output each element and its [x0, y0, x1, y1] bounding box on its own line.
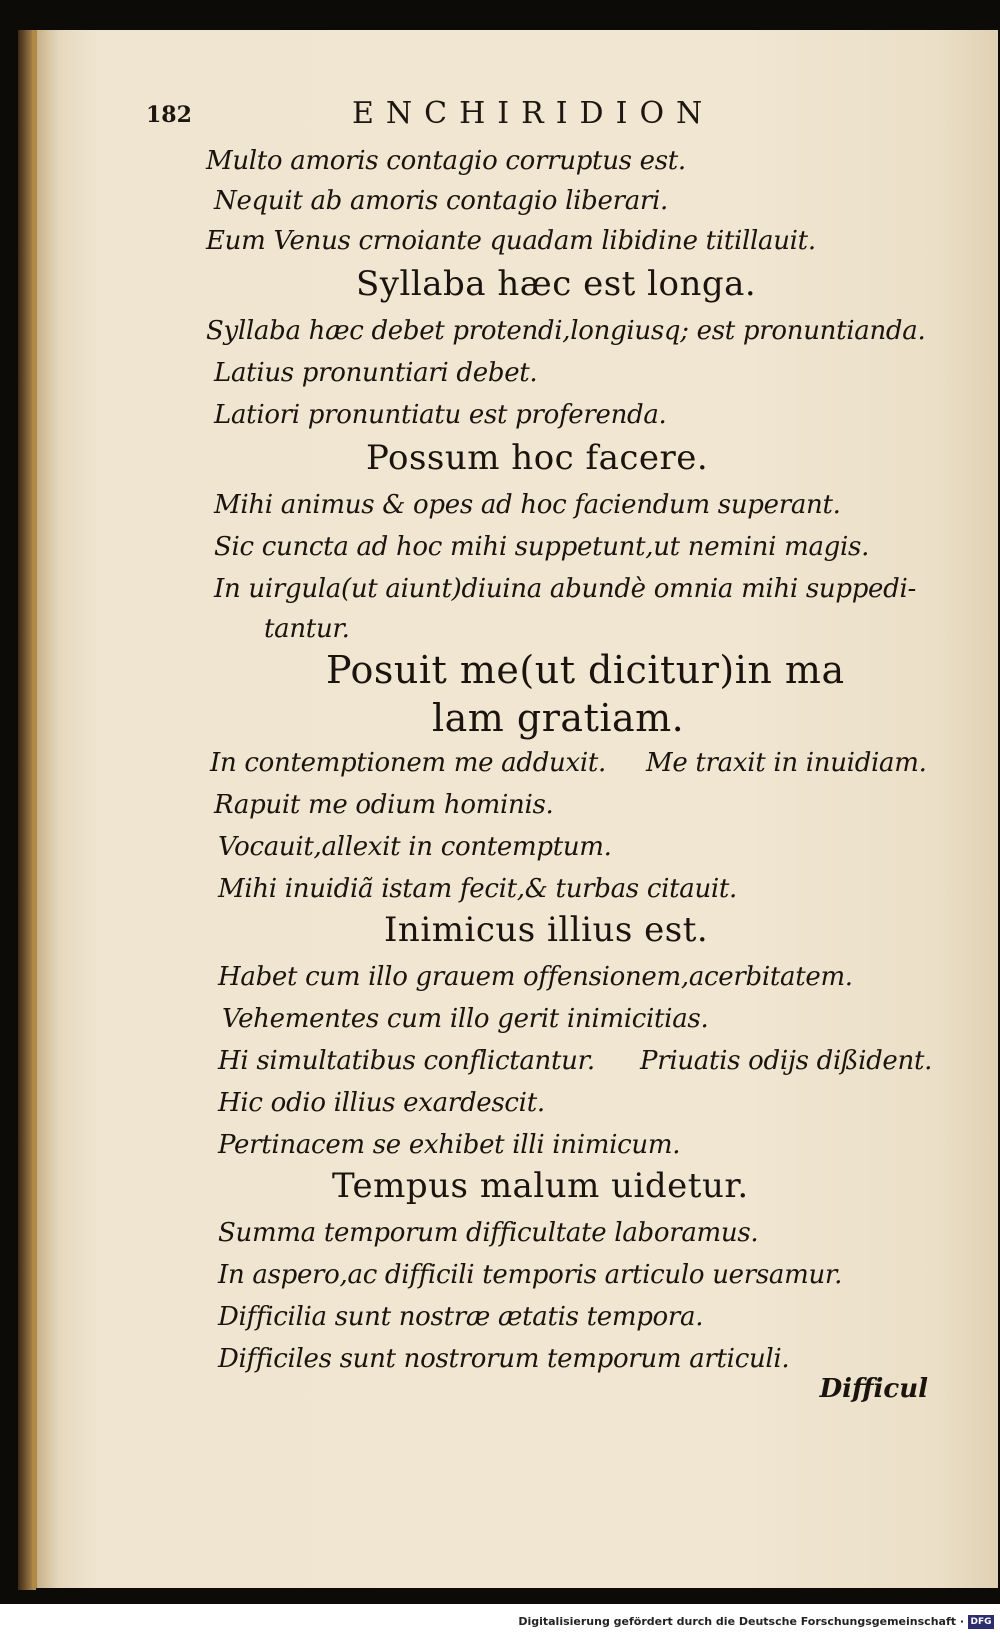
text-line: Hi simultatibus conflictantur. — [218, 1046, 595, 1076]
text-line: Pertinacem se exhibet illi inimicum. — [218, 1130, 681, 1160]
text-line: Vehementes cum illo gerit inimicitias. — [222, 1004, 709, 1034]
text-line: In contemptionem me adduxit. — [210, 748, 606, 778]
section-heading: Syllaba hæc est longa. — [356, 264, 757, 304]
text-line: Hic odio illius exardescit. — [218, 1088, 545, 1118]
text-line: Priuatis odijs dißident. — [640, 1046, 933, 1076]
text-line: Difficiles sunt nostrorum temporum articuli. — [218, 1344, 790, 1374]
dfg-logo: DFG — [968, 1615, 994, 1629]
text-line: Rapuit me odium hominis. — [214, 790, 554, 820]
text-line: Mihi animus & opes ad hoc faciendum superant. — [214, 490, 841, 520]
section-heading: Possum hoc facere. — [366, 438, 709, 478]
page-number: 182 — [146, 102, 192, 128]
funding-credit: Digitalisierung gefördert durch die Deutsche Forschungsgemeinschaft · — [518, 1615, 964, 1628]
text-line: Latiori pronuntiatu est proferenda. — [214, 400, 667, 430]
text-line: Me traxit in inuidiam. — [646, 748, 927, 778]
text-line: Nequit ab amoris contagio liberari. — [214, 186, 669, 216]
text-line: Sic cuncta ad hoc mihi suppetunt,ut nemini magis. — [214, 532, 870, 562]
digitization-footer — [0, 1604, 1000, 1634]
section-heading: Inimicus illius est. — [384, 910, 709, 950]
text-line: Vocauit,allexit in contemptum. — [218, 832, 612, 862]
text-line: Latius pronuntiari debet. — [214, 358, 538, 388]
text-line: Difficilia sunt nostræ ætatis tempora. — [218, 1302, 704, 1332]
text-line: In uirgula(ut aiunt)diuina abundè omnia mihi suppedi- — [214, 574, 916, 604]
section-heading: Posuit me(ut dicitur)in ma — [326, 648, 845, 692]
running-head: ENCHIRIDION — [352, 96, 715, 131]
text-line: Summa temporum difficultate laboramus. — [218, 1218, 759, 1248]
text-line: Syllaba hæc debet protendi,longiusq; est pronuntianda. — [206, 316, 926, 346]
text-line: Mihi inuidiã istam fecit,& turbas citauit. — [218, 874, 738, 904]
catchword: Difficul — [819, 1374, 928, 1404]
section-heading: lam gratiam. — [432, 696, 685, 740]
section-heading: Tempus malum uidetur. — [332, 1166, 749, 1206]
text-line: tantur. — [264, 614, 350, 644]
text-line: Habet cum illo grauem offensionem,acerbitatem. — [218, 962, 853, 992]
text-line: Multo amoris contagio corruptus est. — [206, 146, 686, 176]
text-line: In aspero,ac difficili temporis articulo uersamur. — [218, 1260, 843, 1290]
text-line: Eum Venus crnoiante quadam libidine titillauit. — [206, 226, 816, 256]
